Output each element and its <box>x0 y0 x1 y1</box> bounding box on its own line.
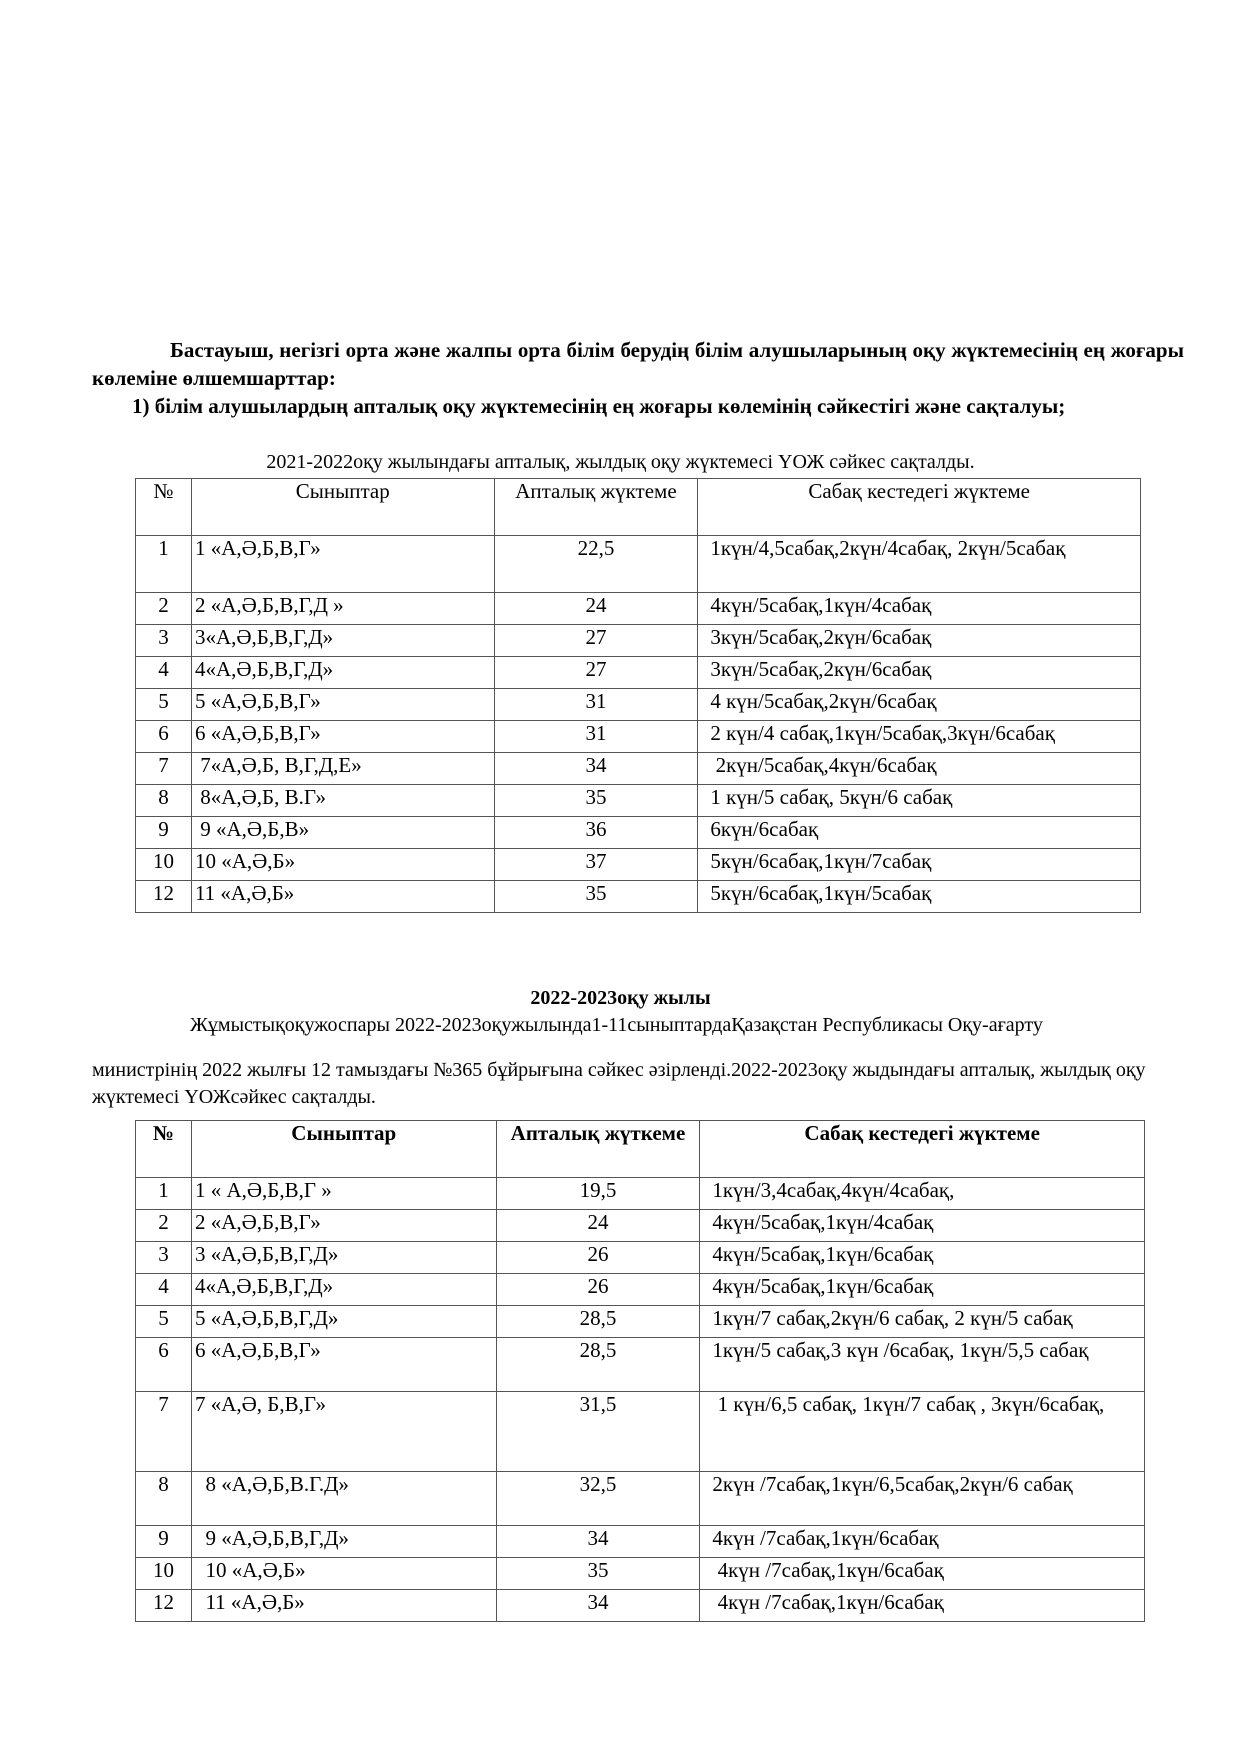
table-row <box>136 1242 1145 1274</box>
table-row <box>136 721 1141 753</box>
row-class: 4«А,Ә,Б,В,Г,Д» <box>191 657 494 689</box>
row-class: 7 «А,Ә, Б,В,Г» <box>191 1392 496 1472</box>
row-weekly-load: 36 <box>494 817 698 849</box>
table1-body <box>136 536 1141 913</box>
header-number: № <box>136 479 192 536</box>
table-row <box>136 625 1141 657</box>
row-class: 10 «А,Ә,Б» <box>191 1558 496 1590</box>
table-row <box>136 689 1141 721</box>
table-row <box>136 1558 1145 1590</box>
row-schedule-load: 4күн/5сабақ,1күн/4сабақ <box>700 1210 1145 1242</box>
table2-body <box>136 1178 1145 1622</box>
row-number: 12 <box>136 881 192 913</box>
header-number: № <box>136 1121 192 1178</box>
row-class: 1 «А,Ә,Б,В,Г» <box>191 536 494 593</box>
row-schedule-load: 4күн /7сабақ,1күн/6сабақ <box>700 1526 1145 1558</box>
table-row <box>136 1472 1145 1526</box>
row-weekly-load: 27 <box>494 657 698 689</box>
row-number: 7 <box>136 753 192 785</box>
row-class: 8 «А,Ә,Б,В.Г.Д» <box>191 1472 496 1526</box>
row-schedule-load: 6күн/6сабақ <box>698 817 1141 849</box>
row-class: 9 «А,Ә,Б,В,Г,Д» <box>191 1526 496 1558</box>
row-schedule-load: 1күн/4,5сабақ,2күн/4сабақ, 2күн/5сабақ <box>698 536 1141 593</box>
row-schedule-load: 1 күн/5 сабақ, 5күн/6 сабақ <box>698 785 1141 817</box>
row-schedule-load: 2 күн/4 сабақ,1күн/5сабақ,3күн/6сабақ <box>698 721 1141 753</box>
row-weekly-load: 22,5 <box>494 536 698 593</box>
row-number: 3 <box>136 625 192 657</box>
row-schedule-load: 1күн/7 сабақ,2күн/6 сабақ, 2 күн/5 сабақ <box>700 1306 1145 1338</box>
row-schedule-load: 3күн/5сабақ,2күн/6сабақ <box>698 625 1141 657</box>
row-weekly-load: 26 <box>496 1242 700 1274</box>
row-weekly-load: 28,5 <box>496 1338 700 1392</box>
row-number: 2 <box>136 1210 192 1242</box>
table-row <box>136 849 1141 881</box>
curriculum-paragraph-line1: Жұмыстықоқужоспары 2022-2023оқужылында1-11сыныптардаҚазақстан Республикасы Оқу-ағарту <box>190 1014 1043 1036</box>
year-title-2022-2023: 2022-2023оқу жылы <box>530 987 711 1009</box>
row-class: 5 «А,Ә,Б,В,Г» <box>191 689 494 721</box>
row-class: 2 «А,Ә,Б,В,Г» <box>191 1210 496 1242</box>
row-class: 11 «А,Ә,Б» <box>191 1590 496 1622</box>
row-number: 10 <box>136 1558 192 1590</box>
header-classes: Сыныптар <box>191 1121 496 1178</box>
table1-caption: 2021-2022оқу жылындағы апталық, жылдық оқу жүктемесі ҮОЖ сәйкес сақталды. <box>266 451 975 473</box>
row-number: 1 <box>136 536 192 593</box>
row-number: 6 <box>136 1338 192 1392</box>
row-weekly-load: 31 <box>494 721 698 753</box>
row-schedule-load: 2күн/5сабақ,4күн/6сабақ <box>698 753 1141 785</box>
row-number: 2 <box>136 593 192 625</box>
row-weekly-load: 35 <box>496 1558 700 1590</box>
row-weekly-load: 26 <box>496 1274 700 1306</box>
table-row <box>136 1306 1145 1338</box>
row-number: 8 <box>136 785 192 817</box>
row-schedule-load: 4күн /7сабақ,1күн/6сабақ <box>700 1590 1145 1622</box>
row-class: 7«А,Ә,Б, В,Г,Д,Е» <box>191 753 494 785</box>
row-class: 1 « А,Ә,Б,В,Г » <box>191 1178 496 1210</box>
row-class: 3 «А,Ә,Б,В,Г,Д» <box>191 1242 496 1274</box>
table-row <box>136 1526 1145 1558</box>
load-table-2021-2022 <box>135 478 1141 913</box>
load-table-2022-2023 <box>135 1120 1145 1622</box>
table-row <box>136 1210 1145 1242</box>
row-schedule-load: 1күн/5 сабақ,3 күн /6сабақ, 1күн/5,5 сабақ <box>700 1338 1145 1392</box>
row-weekly-load: 31,5 <box>496 1392 700 1472</box>
row-weekly-load: 24 <box>496 1210 700 1242</box>
row-weekly-load: 32,5 <box>496 1472 700 1526</box>
row-weekly-load: 37 <box>494 849 698 881</box>
criteria-item-1: 1) білім алушылардың апталық оқу жүктемесінің ең жоғары көлемінің сәйкестігі және сақталуы; <box>132 394 1066 418</box>
row-number: 8 <box>136 1472 192 1526</box>
table-row <box>136 1392 1145 1472</box>
row-class: 9 «А,Ә,Б,В» <box>191 817 494 849</box>
row-schedule-load: 2күн /7сабақ,1күн/6,5сабақ,2күн/6 сабақ <box>700 1472 1145 1526</box>
row-class: 10 «А,Ә,Б» <box>191 849 494 881</box>
table-row <box>136 657 1141 689</box>
row-number: 6 <box>136 721 192 753</box>
row-number: 4 <box>136 657 192 689</box>
header-classes: Сыныптар <box>191 479 494 536</box>
row-schedule-load: 5күн/6сабақ,1күн/5сабақ <box>698 881 1141 913</box>
row-weekly-load: 34 <box>496 1526 700 1558</box>
row-number: 7 <box>136 1392 192 1472</box>
table-row <box>136 753 1141 785</box>
row-weekly-load: 24 <box>494 593 698 625</box>
row-number: 5 <box>136 689 192 721</box>
row-weekly-load: 31 <box>494 689 698 721</box>
header-weekly-load: Апталық жүткеме <box>496 1121 700 1178</box>
table-row <box>136 785 1141 817</box>
row-number: 1 <box>136 1178 192 1210</box>
row-class: 6 «А,Ә,Б,В,Г» <box>191 1338 496 1392</box>
header-weekly-load: Апталық жүктеме <box>494 479 698 536</box>
header-schedule-load: Сабақ кестедегі жүктеме <box>700 1121 1145 1178</box>
table-row <box>136 881 1141 913</box>
row-number: 12 <box>136 1590 192 1622</box>
row-class: 6 «А,Ә,Б,В,Г» <box>191 721 494 753</box>
table-row <box>136 817 1141 849</box>
row-schedule-load: 4күн /7сабақ,1күн/6сабақ <box>700 1558 1145 1590</box>
row-class: 11 «А,Ә,Б» <box>191 881 494 913</box>
row-weekly-load: 34 <box>496 1590 700 1622</box>
table-row <box>136 1274 1145 1306</box>
row-schedule-load: 4күн/5сабақ,1күн/6сабақ <box>700 1242 1145 1274</box>
row-number: 3 <box>136 1242 192 1274</box>
table-row <box>136 1590 1145 1622</box>
row-schedule-load: 3күн/5сабақ,2күн/6сабақ <box>698 657 1141 689</box>
row-class: 3«А,Ә,Б,В,Г,Д» <box>191 625 494 657</box>
row-weekly-load: 35 <box>494 785 698 817</box>
table-row <box>136 1178 1145 1210</box>
row-schedule-load: 4күн/5сабақ,1күн/6сабақ <box>700 1274 1145 1306</box>
row-weekly-load: 19,5 <box>496 1178 700 1210</box>
row-number: 5 <box>136 1306 192 1338</box>
row-schedule-load: 1күн/3,4сабақ,4күн/4сабақ, <box>700 1178 1145 1210</box>
row-number: 4 <box>136 1274 192 1306</box>
row-schedule-load: 5күн/6сабақ,1күн/7сабақ <box>698 849 1141 881</box>
row-class: 2 «А,Ә,Б,В,Г,Д » <box>191 593 494 625</box>
row-weekly-load: 27 <box>494 625 698 657</box>
criteria-heading: Бастауыш, негізгі орта және жалпы орта білім берудің білім алушыларының оқу жүктемесінің ең жоғары көлеміне өлшемшарттар: <box>92 338 1184 390</box>
row-number: 9 <box>136 817 192 849</box>
row-class: 5 «А,Ә,Б,В,Г,Д» <box>191 1306 496 1338</box>
table-row <box>136 1338 1145 1392</box>
row-class: 8«А,Ә,Б, В.Г» <box>191 785 494 817</box>
row-weekly-load: 34 <box>494 753 698 785</box>
row-weekly-load: 28,5 <box>496 1306 700 1338</box>
row-schedule-load: 4күн/5сабақ,1күн/4сабақ <box>698 593 1141 625</box>
row-number: 9 <box>136 1526 192 1558</box>
row-class: 4«А,Ә,Б,В,Г,Д» <box>191 1274 496 1306</box>
table-row <box>136 536 1141 593</box>
table-row <box>136 593 1141 625</box>
row-schedule-load: 1 күн/6,5 сабақ, 1күн/7 сабақ , 3күн/6сабақ, <box>700 1392 1145 1472</box>
row-schedule-load: 4 күн/5сабақ,2күн/6сабақ <box>698 689 1141 721</box>
header-schedule-load: Сабақ кестедегі жүктеме <box>698 479 1141 536</box>
row-weekly-load: 35 <box>494 881 698 913</box>
row-number: 10 <box>136 849 192 881</box>
curriculum-paragraph-line2: министрінің 2022 жылғы 12 тамыздағы №365 бұйрығына сәйкес әзірленді.2022-2023оқу жыдындағы апталық, жылдық оқу жүктемесі ҮОЖсәйкес сақталды. <box>92 1059 1146 1108</box>
